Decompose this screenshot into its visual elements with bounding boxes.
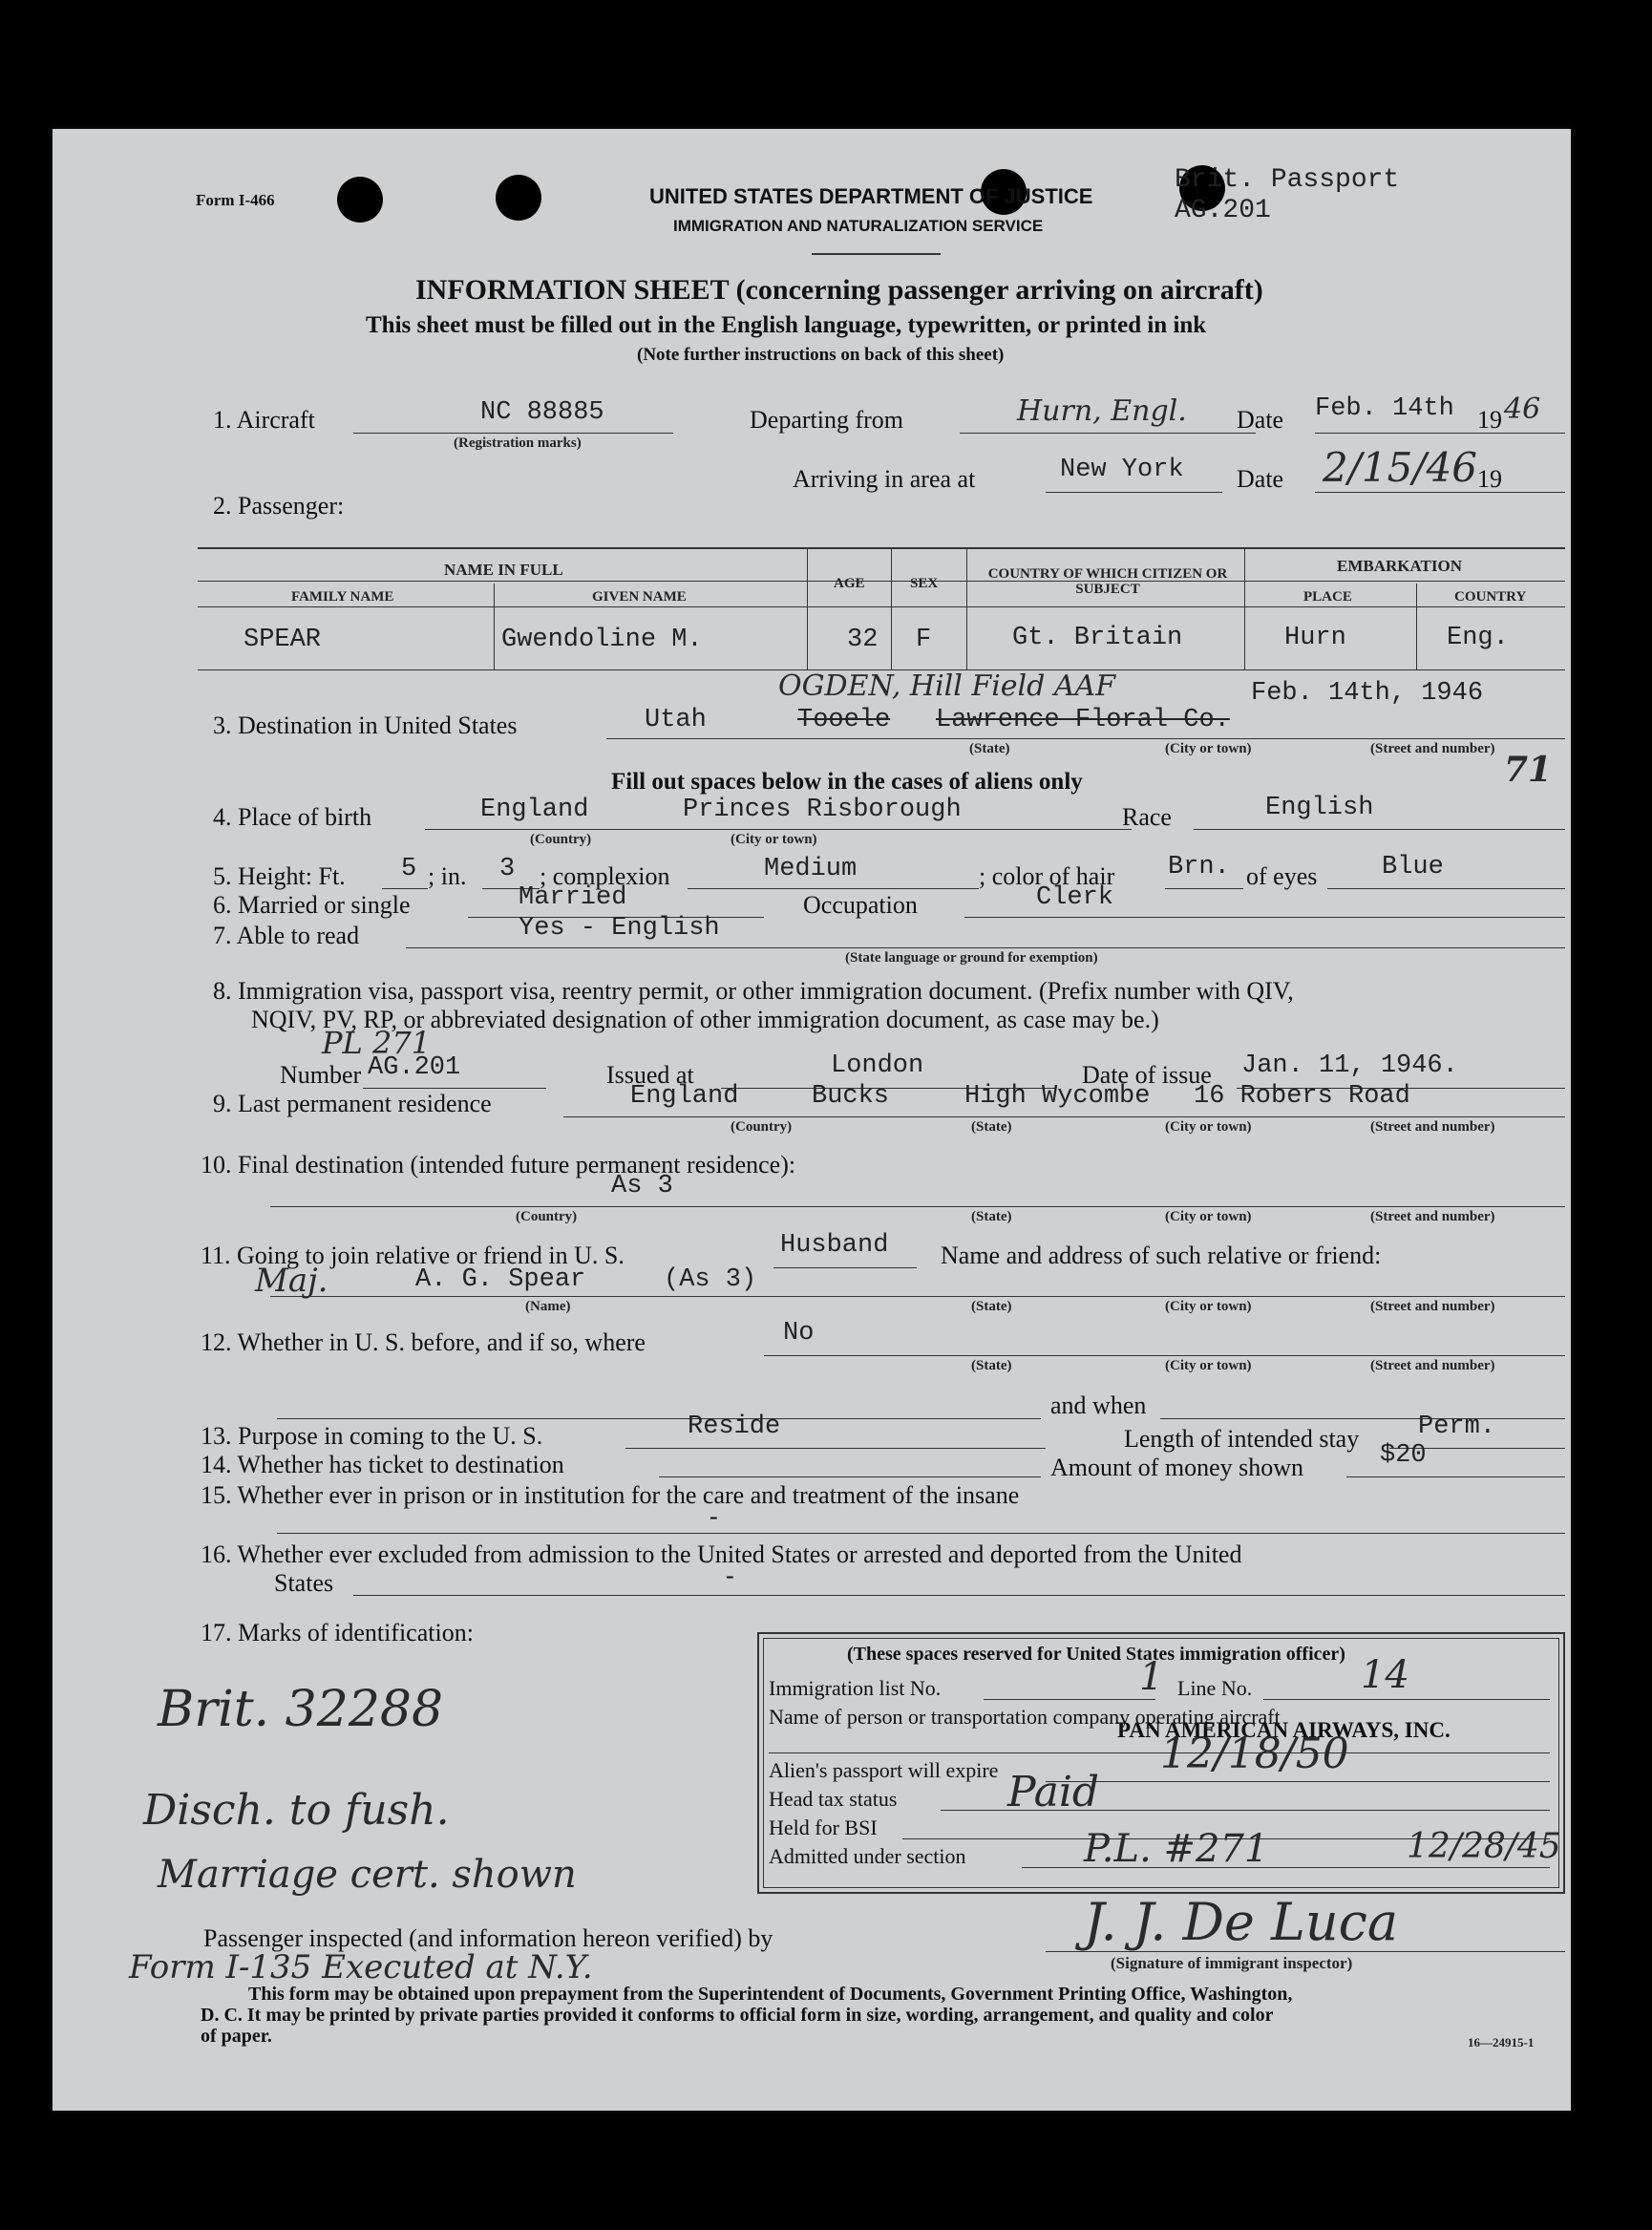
- passenger-label: 2. Passenger:: [213, 492, 345, 520]
- height-ft: 5: [401, 855, 417, 883]
- hair-value: Brn.: [1168, 853, 1230, 881]
- cell-given-name: Gwendoline M.: [501, 626, 703, 654]
- money-value: $20: [1380, 1441, 1427, 1470]
- sheet-subtitle: This sheet must be filled out in the English language, typewritten, or printed in ink: [366, 312, 1207, 338]
- before-caption-state: (State): [971, 1358, 1012, 1373]
- complexion-value: Medium: [764, 855, 858, 883]
- before-caption-street: (Street and number): [1370, 1358, 1495, 1373]
- transport-label: Name of person or transportation company operating aircraft: [769, 1705, 1281, 1729]
- doc-label-line2: NQIV, PV, RP, or abbreviated designation of other immigration document, as case may be.): [251, 1006, 1159, 1033]
- th-place: PLACE: [1303, 589, 1352, 605]
- join-name: A. G. Spear: [415, 1265, 586, 1294]
- passport-expire-label: Alien's passport will expire: [769, 1758, 999, 1782]
- read-value: Yes - English: [519, 914, 720, 943]
- destination-handwritten: OGDEN, Hill Field AAF: [778, 669, 1116, 703]
- inspector-signature: J. J. De Luca: [1084, 1892, 1399, 1952]
- doc-number: AG.201: [368, 1053, 461, 1082]
- date2-label: Date: [1237, 465, 1284, 493]
- occupation-label: Occupation: [803, 891, 918, 919]
- year-prefix: 19: [1477, 406, 1502, 434]
- line-value: 14: [1361, 1653, 1409, 1697]
- passport-stamp-line1: Brit. Passport: [1175, 165, 1400, 195]
- stay-value: Perm.: [1418, 1412, 1496, 1441]
- stay-label: Length of intended stay: [1124, 1425, 1360, 1453]
- and-when-label: and when: [1050, 1391, 1147, 1419]
- inspected-label: Passenger inspected (and information hereon verified) by: [203, 1924, 773, 1952]
- admitted-value: P.L. #271: [1084, 1827, 1269, 1871]
- cell-sex: F: [916, 626, 932, 654]
- passport-expire-value: 12/18/50: [1160, 1730, 1349, 1778]
- departing-year: 46: [1504, 393, 1541, 426]
- birth-city: Princes Risborough: [683, 796, 962, 824]
- res-caption-state: (State): [971, 1119, 1012, 1135]
- date-label: Date: [1237, 406, 1284, 434]
- height-in: 3: [499, 855, 516, 883]
- headtax-value: Paid: [1007, 1768, 1100, 1816]
- join-caption-name: (Name): [525, 1299, 571, 1314]
- th-age: AGE: [834, 576, 865, 591]
- destination-label: 3. Destination in United States: [213, 711, 518, 739]
- final-caption-street: (Street and number): [1370, 1209, 1495, 1224]
- cell-country-col: Eng.: [1447, 624, 1509, 652]
- officer-heading: (These spaces reserved for United States immigration officer): [847, 1644, 1345, 1665]
- arriving-date: 2/15/46: [1323, 444, 1477, 491]
- ticket-label: 14. Whether has ticket to destination: [201, 1451, 564, 1478]
- sheet-title: INFORMATION SHEET (concerning passenger arriving on aircraft): [415, 274, 1263, 306]
- final-caption-city: (City or town): [1165, 1209, 1252, 1224]
- height-label: 5. Height: Ft.: [213, 862, 346, 890]
- admitted-label: Admitted under section: [769, 1844, 966, 1868]
- th-country-citizen: COUNTRY OF WHICH CITIZEN OR SUBJECT: [987, 566, 1228, 597]
- line-label: Line No.: [1177, 1676, 1253, 1700]
- res-caption-street: (Street and number): [1370, 1119, 1495, 1135]
- purpose-label: 13. Purpose in coming to the U. S.: [201, 1422, 543, 1450]
- doc-issued: London: [831, 1051, 924, 1080]
- prison-label: 15. Whether ever in prison or in institution for the care and treatment of the insane: [201, 1481, 1020, 1509]
- printing-note-line2: D. C. It may be printed by private parties provided it conforms to official form in size, wording, arrangement, and quality and color: [201, 2005, 1274, 2026]
- form-executed-note: Form I-135 Executed at N.Y.: [129, 1948, 593, 1986]
- excluded-label-line1: 16. Whether ever excluded from admission to the United States or arrested and deported from the United: [201, 1540, 1242, 1568]
- th-sex: SEX: [910, 576, 939, 591]
- signature-caption: (Signature of immigrant inspector): [1111, 1954, 1353, 1972]
- destination-state: Utah: [645, 706, 707, 734]
- birth-country: England: [480, 796, 589, 824]
- complexion-label: ; complexion: [540, 862, 670, 890]
- departing-value: Hurn, Engl.: [1017, 394, 1187, 428]
- punch-hole: [496, 175, 541, 221]
- arriving-value: New York: [1060, 456, 1184, 484]
- form-number: Form I-466: [196, 191, 275, 209]
- printing-note-line1: This form may be obtained upon prepayment from the Superintendent of Documents, Government Printing Office, Washington,: [248, 1984, 1293, 2005]
- final-caption-state: (State): [971, 1209, 1012, 1224]
- aircraft-value: NC 88885: [480, 398, 604, 427]
- excluded-label-line2: States: [274, 1569, 334, 1597]
- punch-hole: [337, 177, 383, 223]
- list-label: Immigration list No.: [769, 1676, 942, 1700]
- printing-note-line3: of paper.: [201, 2026, 272, 2047]
- join-label: 11. Going to join relative or friend in U. S.: [201, 1242, 625, 1269]
- admitted-date: 12/28/45: [1407, 1827, 1561, 1866]
- cell-age: 32: [847, 626, 879, 654]
- department-name: UNITED STATES DEPARTMENT OF JUSTICE: [649, 184, 1093, 208]
- before-value: No: [783, 1319, 815, 1348]
- final-caption-country: (Country): [516, 1209, 578, 1224]
- transport-value: PAN AMERICAN AIRWAYS, INC.: [1117, 1718, 1451, 1742]
- join-caption-street: (Street and number): [1370, 1299, 1495, 1314]
- prison-value: -: [710, 1502, 718, 1530]
- list-value: 1: [1139, 1655, 1164, 1699]
- join-address: (As 3): [664, 1265, 757, 1294]
- res-caption-country: (Country): [731, 1119, 793, 1135]
- eyes-value: Blue: [1382, 853, 1444, 881]
- res-caption-city: (City or town): [1165, 1119, 1252, 1135]
- sheet-note: (Note further instructions on back of this sheet): [637, 345, 1005, 365]
- arriving-label: Arriving in area at: [793, 465, 976, 493]
- join-relation: Husband: [780, 1231, 889, 1260]
- join-caption-city: (City or town): [1165, 1299, 1252, 1314]
- occupation-value: Clerk: [1036, 883, 1114, 912]
- join-name-label: Name and address of such relative or friend:: [941, 1242, 1382, 1269]
- hair-label: ; color of hair: [979, 862, 1115, 890]
- th-given-name: GIVEN NAME: [592, 589, 687, 605]
- residence-label: 9. Last permanent residence: [213, 1090, 492, 1117]
- passport-stamp-line2: AG.201: [1175, 196, 1271, 225]
- eyes-label: of eyes: [1246, 862, 1318, 890]
- married-value: Married: [519, 883, 627, 912]
- before-label: 12. Whether in U. S. before, and if so, where: [201, 1328, 646, 1356]
- year2-prefix: 19: [1477, 465, 1502, 493]
- before-caption-city: (City or town): [1165, 1358, 1252, 1373]
- service-name: IMMIGRATION AND NATURALIZATION SERVICE: [673, 217, 1044, 235]
- height-in-label: ; in.: [428, 862, 467, 890]
- read-caption: (State language or ground for exemption): [845, 950, 1098, 966]
- registration-caption: (Registration marks): [454, 435, 582, 451]
- dest-caption-city: (City or town): [1165, 741, 1252, 756]
- dest-caption-state: (State): [969, 741, 1010, 756]
- th-embarkation: EMBARKATION: [1337, 557, 1462, 575]
- married-label: 6. Married or single: [213, 891, 411, 919]
- bsi-label: Held for BSI: [769, 1816, 878, 1839]
- doc-label-line1: 8. Immigration visa, passport visa, reentry permit, or other immigration document. (Prefix number with QIV,: [213, 977, 1294, 1005]
- join-caption-state: (State): [971, 1299, 1012, 1314]
- birth-caption-city: (City or town): [731, 832, 817, 847]
- cell-place: Hurn: [1284, 624, 1346, 652]
- purpose-value: Reside: [688, 1412, 781, 1441]
- marks-hw2: Disch. to fush.: [143, 1786, 450, 1835]
- destination-date-note: Feb. 14th, 1946: [1251, 679, 1484, 708]
- excluded-value: -: [726, 1561, 734, 1589]
- residence-city: High Wycombe: [964, 1082, 1151, 1111]
- marks-hw3: Marriage cert. shown: [158, 1853, 577, 1897]
- aircraft-label: 1. Aircraft: [213, 406, 315, 434]
- marks-hw1: Brit. 32288: [158, 1681, 444, 1738]
- th-country: COUNTRY: [1454, 589, 1527, 605]
- form-sheet: [53, 129, 1571, 2111]
- doc-date-label: Date of issue: [1082, 1061, 1212, 1089]
- final-dest-label: 10. Final destination (intended future permanent residence):: [201, 1151, 796, 1179]
- form-print-code: 16—24915-1: [1468, 2035, 1535, 2049]
- doc-date: Jan. 11, 1946.: [1241, 1051, 1458, 1080]
- th-name-in-full: NAME IN FULL: [444, 561, 563, 579]
- departing-label: Departing from: [750, 406, 904, 434]
- money-label: Amount of money shown: [1050, 1454, 1304, 1481]
- read-label: 7. Able to read: [213, 922, 360, 949]
- residence-state: Bucks: [812, 1082, 890, 1111]
- destination-city-struck: Tooele: [797, 706, 891, 734]
- birthplace-label: 4. Place of birth: [213, 803, 372, 831]
- residence-street: 16 Robers Road: [1194, 1082, 1410, 1111]
- departing-date: Feb. 14th: [1315, 394, 1454, 423]
- destination-street-struck: Lawrence Floral Co.: [936, 706, 1230, 734]
- doc-handwritten: PL 271: [322, 1025, 432, 1061]
- race-value: English: [1265, 794, 1374, 822]
- doc-number-label: Number: [280, 1061, 362, 1089]
- doc-issued-label: Issued at: [606, 1061, 694, 1089]
- birth-caption-country: (Country): [530, 832, 592, 847]
- th-family-name: FAMILY NAME: [291, 589, 394, 605]
- cell-country: Gt. Britain: [1012, 624, 1183, 652]
- race-label: Race: [1122, 803, 1172, 831]
- final-dest-value: As 3: [611, 1172, 673, 1200]
- aliens-heading: Fill out spaces below in the cases of aliens only: [611, 769, 1083, 795]
- headtax-label: Head tax status: [769, 1787, 898, 1811]
- dest-caption-street: (Street and number): [1370, 741, 1495, 756]
- cell-family-name: SPEAR: [244, 626, 322, 654]
- margin-note: 71: [1504, 750, 1553, 790]
- residence-country: England: [630, 1082, 739, 1111]
- join-hw-prefix: Maj.: [255, 1262, 328, 1300]
- marks-label: 17. Marks of identification:: [201, 1619, 474, 1646]
